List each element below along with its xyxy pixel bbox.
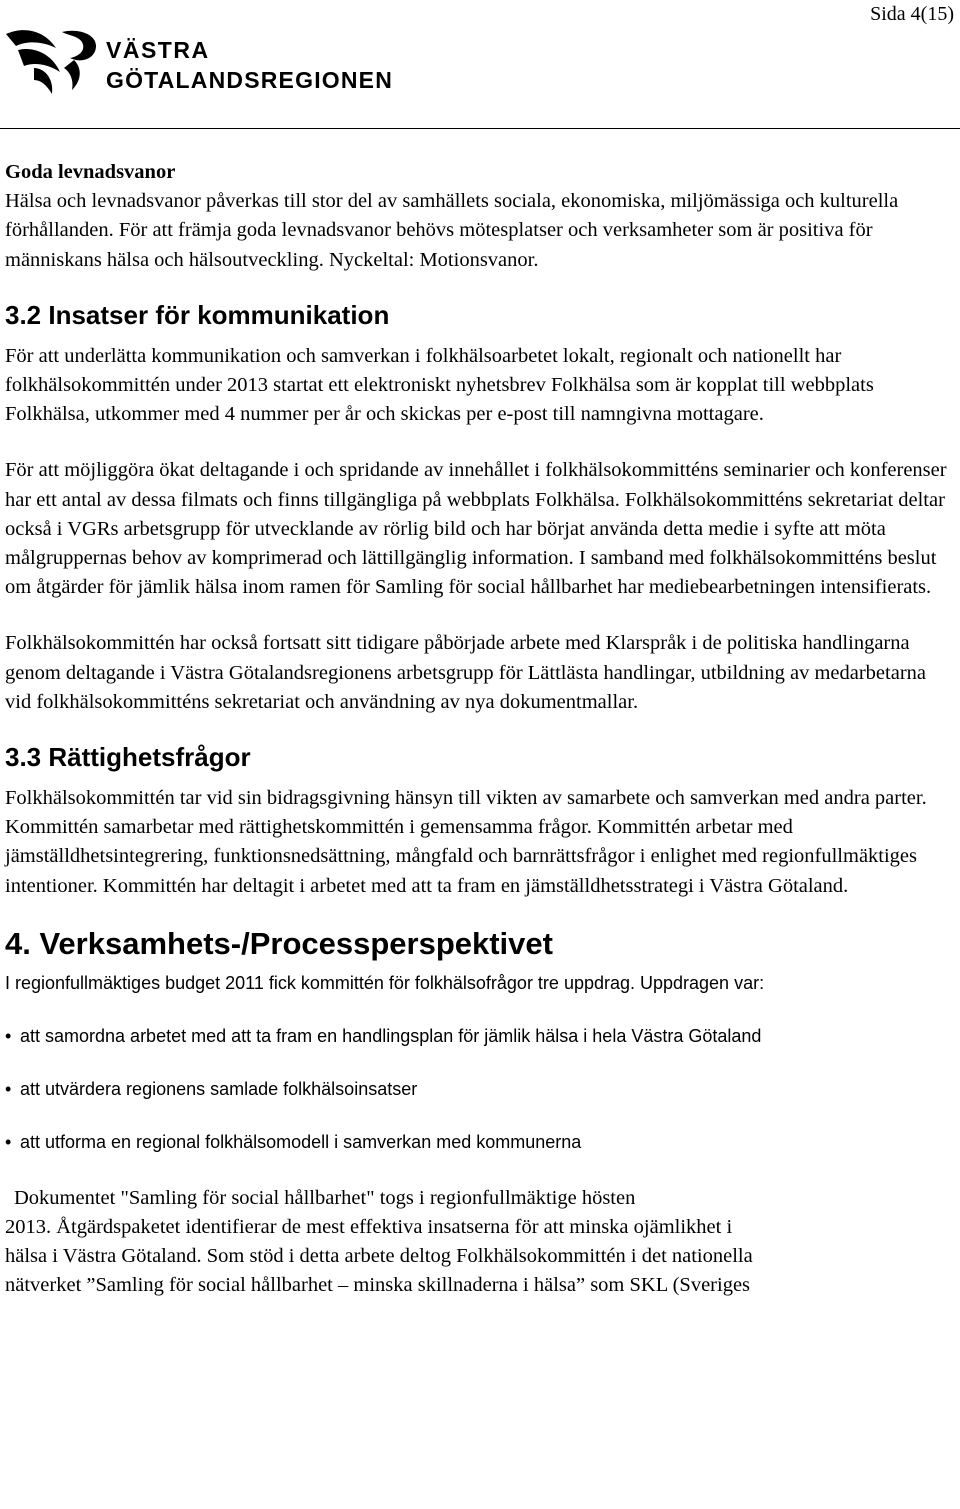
list-item	[5, 1025, 957, 1047]
paragraph-3-3: Folkhälsokommittén tar vid sin bidragsgivning hänsyn till vikten av samarbete och samverkan med andra parter. Kommittén samarbetar med rättighetskommittén i gemensamma frågor. Kommittén arbetar med jämställdhetsintegrering, funktionsnedsättning, mångfald och barnrättsfrågor i enlighet med regionfullmäktiges intentioner. Kommittén har deltagit i arbetet med att ta fram en jämställdhetsstrategi i Västra Götaland.	[5, 787, 927, 897]
list-item-text: att utvärdera regionens samlade folkhälsoinsatser	[20, 1078, 418, 1099]
logo-mark-icon	[6, 30, 96, 94]
paragraph-3-2-klarsprak: Folkhälsokommittén har också fortsatt sitt tidigare påbörjade arbete med Klarspråk i de politiska handlingarna genom deltagande i Västra Götalandsregionens arbetsgrupp för Lättlästa handlingar, utbildning av medarbetarna vid folkhälsokommitténs sekretariat och användning av nya dokumentmallar.	[5, 632, 926, 713]
paragraph-3-2-newsletter: För att underlätta kommunikation och samverkan i folkhälsoarbetet lokalt, regionalt och nationellt har folkhälsokommittén under 2013 startat ett elektroniskt nyhetsbrev Folkhälsa som är kopplat till webbplats Folkhälsa, utkommer med 4 nummer per år och skickas per e-post till namngivna mottagare.	[5, 344, 874, 426]
bullet-icon: •	[5, 1131, 12, 1152]
paragraph-4-closing	[5, 1184, 957, 1301]
heading-3-2: 3.2 Insatser för kommunikation	[5, 299, 390, 330]
paragraph-4-intro: I regionfullmäktiges budget 2011 fick kommittén för folkhälsofrågor tre uppdrag. Uppdragen var:	[5, 972, 765, 993]
document-body	[5, 158, 957, 1301]
bullet-icon: •	[5, 1078, 12, 1099]
page-number: Sida 4(15)	[870, 3, 954, 25]
heading-goda-levnadsvanor: Goda levnadsvanor	[5, 161, 176, 183]
closing-line: nätverket ”Samling för social hållbarhet – minska skillnaderna i hälsa” som SKL (Sveriges	[5, 1274, 751, 1297]
header-divider	[0, 128, 960, 129]
list-item	[5, 1078, 957, 1100]
assignment-list	[5, 1025, 957, 1153]
closing-line: 2013. Åtgärdspaketet identifierar de mest effektiva insatserna för att minska ojämlikhet i	[5, 1216, 733, 1239]
logo-line2: GÖTALANDSREGIONEN	[106, 67, 394, 93]
closing-line: hälsa i Västra Götaland. Som stöd i detta arbete deltog Folkhälsokommittén i det nationella	[5, 1245, 753, 1268]
paragraph-3-2-film: För att möjliggöra ökat deltagande i och spridande av innehållet i folkhälsokommitténs seminarier och konferenser har ett antal av dessa filmats och finns tillgängliga på webbplats Folkhälsa. Folkhälsokommitténs sekretariat deltar också i VGRs arbetsgrupp för utvecklande av rörlig bild och har börjat använda detta medie i syfte att möta målgruppernas behov av komprimerad och lättillgänglig information. I samband med folkhälsokommitténs beslut om åtgärder för jämlik hälsa inom ramen för Samling för social hållbarhet har mediebearbetningen intensifierats.	[5, 459, 947, 599]
bullet-icon: •	[5, 1025, 12, 1046]
list-item-text: att samordna arbetet med att ta fram en handlingsplan för jämlik hälsa i hela Västra Götaland	[20, 1025, 762, 1046]
vastra-gotalandsregionen-logo	[4, 24, 394, 108]
list-item-text: att utforma en regional folkhälsomodell i samverkan med kommunerna	[20, 1131, 582, 1152]
heading-4: 4. Verksamhets-/Processperspektivet	[5, 925, 553, 961]
logo-line1: VÄSTRA	[106, 37, 210, 63]
heading-3-3: 3.3 Rättighetsfrågor	[5, 742, 251, 773]
paragraph-goda-levnadsvanor: Hälsa och levnadsvanor påverkas till stor del av samhällets sociala, ekonomiska, miljömässiga och kulturella förhållanden. För att främja goda levnadsvanor behövs mötesplatser och verksamheter som är positiva för människans hälsa och hälsoutveckling. Nyckeltal: Motionsvanor.	[5, 190, 899, 271]
closing-line: Dokumentet "Samling för social hållbarhet" togs i regionfullmäktige hösten	[14, 1186, 636, 1209]
list-item	[5, 1131, 957, 1153]
